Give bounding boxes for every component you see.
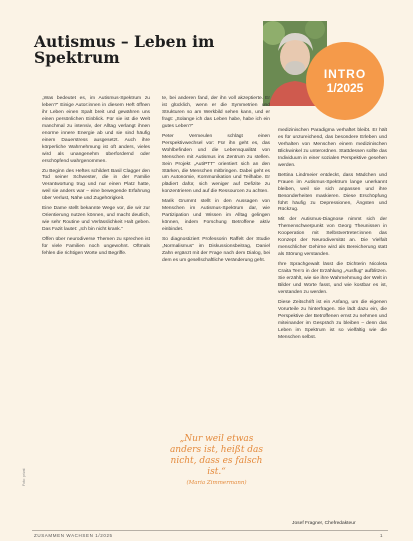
signature: Josef Fragner, Chefredakteur (292, 521, 356, 526)
pull-quote-text: „Nur weil etwas anders ist, heißt das nicht, dass es falsch ist.“ (169, 434, 264, 477)
footer-publication: ZUSAMMEN WACHSEN 1/2025 (34, 533, 113, 538)
page-title (34, 34, 264, 66)
article-column-1 (42, 96, 150, 261)
title-line-1: Autismus – Leben im (34, 32, 215, 51)
title-line-2: Spektrum (34, 48, 120, 67)
page-number: 1 (380, 533, 383, 538)
article-column-2 (162, 96, 270, 268)
article-column-3 (278, 128, 387, 345)
paragraph: Diese Zeitschrift ist ein Anfang, um die eigenen Vorurteile zu hinterfragen. Sie lädt dazu ein, die Perspektive der Betroffenen ernst zu nehmen und miteinander im Gespräch zu bleiben – denn das Leben im Spektrum ist so vielfältig wie die Menschen selbst. (278, 299, 387, 340)
badge-label: INTRO (323, 67, 367, 81)
paragraph: Ihre Sprachgewalt lässt die Dichterin Nicoleta Craita Ten’o in der Erzählung „Ausflug“ aufblitzen. Sie erzählt, wie sie ihre Wahrnehmung der Welt in Bilder und Worte fasst, und wie kostbar es ist, verstanden zu werden. (278, 262, 387, 295)
paragraph: Marik Grummt stellt in den Aussagen von Menschen im Autismus-Spektrum dar, wie Partizipation und Wissen im Alltag gelingen können, indem Forschung Betroffene aktiv einbindet. (162, 199, 270, 233)
photo-credit: Foto: privat (22, 468, 26, 486)
pull-quote-author: (Maria Zimmermann) (186, 480, 247, 486)
paragraph: Offen über neurodiverse Themen zu sprechen ist für viele Familien noch ungewohnt. Oftmals fehlen die richtigen Worte und Begriffe. (42, 237, 150, 257)
paragraph: Bettina Lindmeier entdeckt, dass Mädchen und Frauen im Autismus-Spektrum lange unerkannt bleiben, weil sie sich anpassen und ihre Besonderheiten maskieren. Diese Erschöpfung führt häufig zu Depressionen, Ängsten und Rückzug. (278, 172, 387, 213)
badge-issue: 1/2025 (326, 81, 364, 95)
paragraph: Mit der Autismus-Diagnose nimmt sich der Themenschwerpunkt von Georg Theunissen in Kooperation mit Selbstvertreter:innen das Konzept der Neurodiversität an. Die Vielfalt menschlicher Gehirne wird als Bereicherung statt als Störung verstanden. (278, 217, 387, 258)
intro-badge (306, 42, 384, 120)
footer-divider (32, 530, 388, 531)
paragraph: So diagnostiziert Professorin Raffelt der Studie „Normalismus“ im Diskussionsbeitrag, Daniel Zahn ergänzt mit der Frage nach dem Dialog, bei dem es um gesellschaftliche Veränderung geht. (162, 237, 270, 263)
paragraph: medizinischen Paradigma verhaftet bleibt. Er hält es für unzureichend, das besondere Erleben und Verhalten von Menschen einem medizinischen Blickwinkel zu unterordnen. Stattdessen sollte das Individuum in einer sozialen Perspektive gesehen werden. (278, 128, 387, 168)
paragraph: „Was bedeutet es, im Autismus-Spektrum zu leben?“ Einige Autor:innen in diesem Heft öffnen ihr Leben einen Spalt breit und gewähren uns einen persönlichen Einblick. Für sie ist die Welt manchmal zu intensiv, der Alltag verlangt ihnen enorme innere Energie ab und sie sind häufig einem Dauerstress ausgesetzt. Auch ihre körperliche Wahrnehmung ist oft anders, vieles wird als unangenehm überfordernd oder erschöpfend wahrgenommen. (42, 96, 150, 164)
paragraph: Peter Vermeulen schlägt einen Perspektivwechsel vor: Für ihn geht es, das Wohlbefinden und die Lebensqualität von Menschen mit Autismus ins Zentrum zu stellen. Sein Projekt „AutiPTT“ orientiert sich an den Stärken, die Menschen mitbringen. Dabei geht es um Autonomie, Kommunikation und Teilhabe. Er plädiert dafür, sich weniger auf Defizite zu konzentrieren und auf die Ressourcen zu achten. (162, 133, 270, 195)
paragraph: Zu Beginn des Heftes schildert Basil Clagger den Tod seiner Schwester, die in der Familie Verantwortung trug und nur einen Platz hatte, weil sie anders war – eine bewegende Erfahrung über Verlust, Nähe und Zugehörigkeit. (42, 168, 150, 202)
paragraph: Eine Dame stellt bekannte Wege vor, die wir zur Orientierung nutzen können, und macht deutlich, wie sehr Routine und Verlässlichkeit Halt geben. Das Fazit lautet: „Ich bin nicht krank.“ (42, 206, 150, 233)
paragraph: te, bei anderen fand, der ihn voll akzeptierte. Er ist glücklich, wenn er die Symmetrien und Strukturen so am Werkbild sehen kann, und er fragt: „Solange ich das Leben habe, habe ich ein gutes Leben?“ (162, 96, 270, 129)
pull-quote (163, 434, 270, 498)
